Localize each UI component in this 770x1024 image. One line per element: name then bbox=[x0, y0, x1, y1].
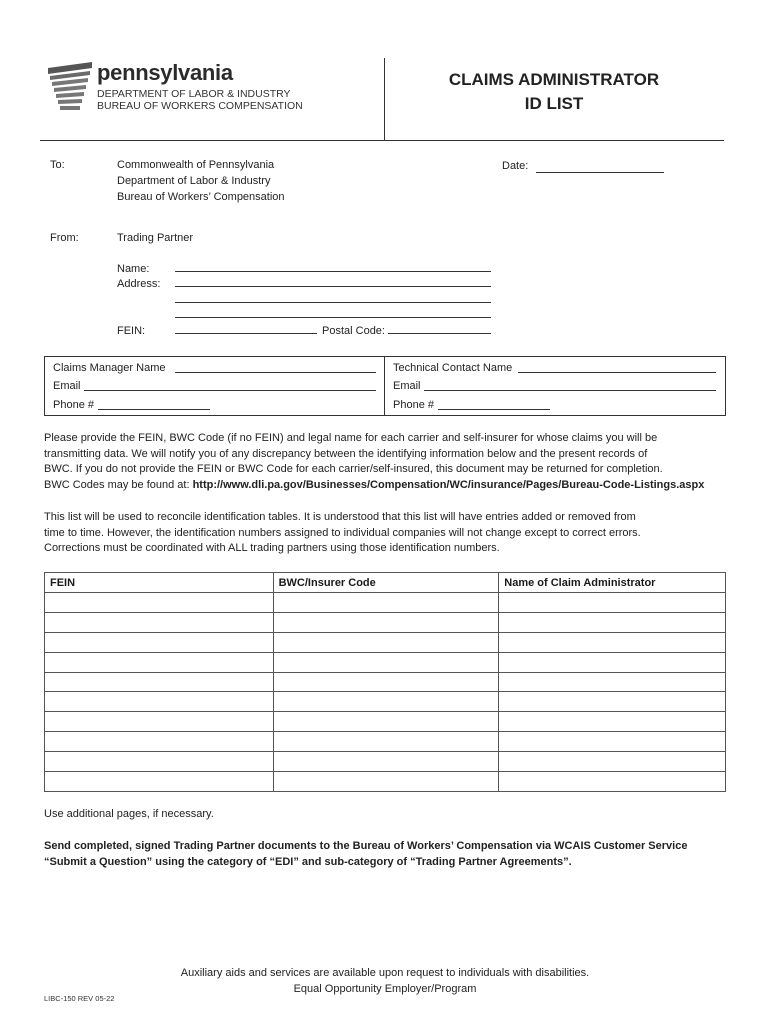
form-title-line2: ID LIST bbox=[524, 94, 584, 113]
instructions-p2-line2: time to time. However, the identification numbers assigned to individual companies will not change except to correct errors. bbox=[44, 526, 641, 539]
to-line1: Commonwealth of Pennsylvania bbox=[117, 159, 275, 171]
fein-cell[interactable] bbox=[45, 612, 274, 632]
fein-cell[interactable] bbox=[45, 752, 274, 772]
instructions-p1-line1: Please provide the FEIN, BWC Code (if no FEIN) and legal name for each carrier and self-insurer for whose claims you will be bbox=[44, 432, 658, 444]
to-line2: Department of Labor & Industry bbox=[117, 175, 271, 187]
from-label: From: bbox=[50, 232, 79, 244]
administrator-name-cell[interactable] bbox=[499, 672, 726, 692]
send-instructions-line1: Send completed, signed Trading Partner documents to the Bureau of Workers’ Compensation via WCAIS Customer Service bbox=[44, 840, 688, 852]
from-value: Trading Partner bbox=[117, 232, 194, 244]
claims-manager-label: Claims Manager Name bbox=[53, 362, 166, 374]
postal-code-field[interactable] bbox=[388, 333, 491, 334]
administrator-name-cell[interactable] bbox=[499, 612, 726, 632]
form-title-line1: CLAIMS ADMINISTRATOR bbox=[448, 70, 660, 89]
date-field[interactable] bbox=[536, 172, 664, 173]
claim-administrator-column-header: Name of Claim Administrator bbox=[499, 573, 726, 593]
keystone-logo-icon bbox=[48, 62, 92, 112]
instructions-p1-line3: BWC. If you do not provide the FEIN or BWC Code for each carrier/self-insured, this document may be returned for completion. bbox=[44, 463, 663, 475]
table-header-row bbox=[45, 573, 726, 593]
administrator-name-cell[interactable] bbox=[499, 712, 726, 732]
id-list-table bbox=[44, 572, 726, 792]
fein-column-header: FEIN bbox=[45, 573, 274, 593]
instructions-p1-line2: transmitting data. We will notify you of any discrepancy between the identifying information below and the present records of bbox=[44, 447, 648, 460]
table-row bbox=[45, 652, 726, 672]
fein-label: FEIN: bbox=[117, 325, 146, 337]
additional-pages-note: Use additional pages, if necessary. bbox=[44, 808, 214, 820]
bwc-code-cell[interactable] bbox=[273, 632, 499, 652]
administrator-name-cell[interactable] bbox=[499, 732, 726, 752]
fein-field[interactable] bbox=[175, 333, 317, 334]
contact-box-divider bbox=[384, 356, 385, 415]
bwc-code-cell[interactable] bbox=[273, 692, 499, 712]
table-row bbox=[45, 632, 726, 652]
address-field-line2[interactable] bbox=[175, 302, 491, 303]
bwc-codes-link[interactable]: http://www.dli.pa.gov/Businesses/Compensation/WC/insurance/Pages/Bureau-Code-Listings.aspx bbox=[192, 478, 705, 491]
table-row bbox=[45, 593, 726, 613]
instructions-paragraph-2 bbox=[44, 510, 724, 557]
instructions-p2-line1: This list will be used to reconcile identification tables. It is understood that this list will have entries added or removed from bbox=[44, 511, 636, 523]
phone-right-label: Phone # bbox=[393, 399, 434, 411]
to-line3: Bureau of Workers’ Compensation bbox=[117, 191, 285, 203]
table-row bbox=[45, 752, 726, 772]
address-field-line1[interactable] bbox=[175, 286, 491, 287]
bwc-codes-prefix: BWC Codes may be found at: bbox=[44, 478, 193, 491]
bwc-code-cell[interactable] bbox=[273, 672, 499, 692]
instructions-p1-line4 bbox=[44, 478, 724, 494]
bwc-code-cell[interactable] bbox=[273, 612, 499, 632]
department-name: DEPARTMENT OF LABOR & INDUSTRY bbox=[97, 88, 291, 100]
instructions-paragraph-1 bbox=[44, 431, 724, 493]
administrator-name-cell[interactable] bbox=[499, 692, 726, 712]
bwc-code-cell[interactable] bbox=[273, 593, 499, 613]
bwc-code-cell[interactable] bbox=[273, 712, 499, 732]
brand-name: pennsylvania bbox=[97, 60, 233, 85]
fein-cell[interactable] bbox=[45, 632, 274, 652]
bwc-insurer-code-column-header: BWC/Insurer Code bbox=[273, 573, 499, 593]
bwc-code-cell[interactable] bbox=[273, 752, 499, 772]
phone-left-field[interactable] bbox=[98, 409, 210, 410]
bwc-code-cell[interactable] bbox=[273, 732, 499, 752]
administrator-name-cell[interactable] bbox=[499, 772, 726, 792]
auxiliary-aids-note: Auxiliary aids and services are available upon request to individuals with disabilities. bbox=[180, 967, 590, 979]
email-left-label: Email bbox=[53, 380, 81, 392]
fein-cell[interactable] bbox=[45, 593, 274, 613]
fein-cell[interactable] bbox=[45, 652, 274, 672]
bureau-name: BUREAU OF WORKERS COMPENSATION bbox=[97, 100, 303, 112]
technical-contact-label: Technical Contact Name bbox=[393, 362, 513, 374]
administrator-name-cell[interactable] bbox=[499, 752, 726, 772]
table-row bbox=[45, 712, 726, 732]
fein-cell[interactable] bbox=[45, 712, 274, 732]
bwc-code-cell[interactable] bbox=[273, 772, 499, 792]
table-row bbox=[45, 612, 726, 632]
technical-contact-field[interactable] bbox=[518, 372, 716, 373]
claims-manager-field[interactable] bbox=[175, 372, 376, 373]
fein-cell[interactable] bbox=[45, 692, 274, 712]
phone-right-field[interactable] bbox=[438, 409, 550, 410]
instructions-p2-line3: Corrections must be coordinated with ALL trading partners using those identification numbers. bbox=[44, 542, 500, 554]
bwc-code-cell[interactable] bbox=[273, 652, 499, 672]
email-right-label: Email bbox=[393, 380, 421, 392]
date-label: Date: bbox=[502, 160, 529, 172]
fein-cell[interactable] bbox=[45, 672, 274, 692]
postal-code-label: Postal Code: bbox=[322, 325, 385, 337]
name-field[interactable] bbox=[175, 271, 491, 272]
header-horizontal-divider bbox=[40, 140, 724, 141]
fein-cell[interactable] bbox=[45, 772, 274, 792]
fein-cell[interactable] bbox=[45, 732, 274, 752]
administrator-name-cell[interactable] bbox=[499, 593, 726, 613]
table-row bbox=[45, 672, 726, 692]
equal-opportunity-note: Equal Opportunity Employer/Program bbox=[293, 983, 477, 995]
email-right-field[interactable] bbox=[424, 390, 716, 391]
name-label: Name: bbox=[117, 263, 150, 275]
table-row bbox=[45, 732, 726, 752]
administrator-name-cell[interactable] bbox=[499, 632, 726, 652]
phone-left-label: Phone # bbox=[53, 399, 94, 411]
to-label: To: bbox=[50, 159, 65, 171]
table-row bbox=[45, 692, 726, 712]
address-label: Address: bbox=[117, 278, 161, 290]
form-code: LIBC-150 REV 05-22 bbox=[44, 994, 115, 1003]
table-row bbox=[45, 772, 726, 792]
administrator-name-cell[interactable] bbox=[499, 652, 726, 672]
email-left-field[interactable] bbox=[84, 390, 376, 391]
address-field-line3[interactable] bbox=[175, 317, 491, 318]
send-instructions-line2: “Submit a Question” using the category of “EDI” and sub-category of “Trading Partner Agreements”. bbox=[44, 856, 572, 868]
